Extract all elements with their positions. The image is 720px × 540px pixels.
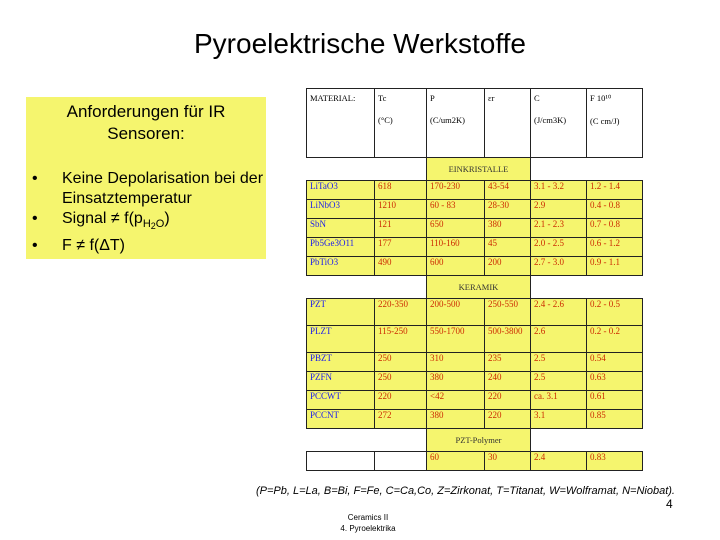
value-cell: 380 [427, 372, 485, 391]
column-header [531, 89, 587, 158]
value-cell: 250 [375, 372, 427, 391]
requirement-text-part: Signal ≠ f(p [62, 210, 143, 227]
section-row [307, 276, 643, 299]
value-cell: 272 [375, 410, 427, 429]
value-cell: 2.5 [531, 353, 587, 372]
value-cell: 600 [427, 257, 485, 276]
value-cell: 200-500 [427, 299, 485, 326]
table-row [307, 353, 643, 372]
empty-cell [307, 452, 375, 471]
value-cell: 220 [485, 410, 531, 429]
value-cell: 0.7 - 0.8 [587, 219, 643, 238]
value-cell: 240 [485, 372, 531, 391]
subscript: H [142, 218, 151, 230]
material-name-cell: PCCNT [307, 410, 375, 429]
value-cell: 45 [485, 238, 531, 257]
subscript: O [155, 218, 165, 230]
column-header-unit: (C cm/J) [590, 116, 620, 126]
value-cell: 380 [427, 410, 485, 429]
value-cell: 121 [375, 219, 427, 238]
value-cell: 0.6 - 1.2 [587, 238, 643, 257]
value-cell: 2.5 [531, 372, 587, 391]
value-cell: 380 [485, 219, 531, 238]
value-cell: 60 - 83 [427, 200, 485, 219]
value-cell: 490 [375, 257, 427, 276]
value-cell: 0.4 - 0.8 [587, 200, 643, 219]
value-cell: 310 [427, 353, 485, 372]
delta-symbol: Δ [99, 237, 110, 254]
value-cell: 0.54 [587, 353, 643, 372]
abbreviation-note: (P=Pb, L=La, B=Bi, F=Fe, C=Ca,Co, Z=Zirkonat, T=Titanat, W=Wolframat, N=Niobat). [256, 485, 675, 497]
value-cell: 2.4 - 2.6 [531, 299, 587, 326]
material-name-cell: PbTiO3 [307, 257, 375, 276]
course-label [320, 512, 416, 534]
material-table [306, 88, 643, 471]
requirement-text-part: ) [164, 210, 170, 227]
list-item [26, 209, 266, 236]
list-item [26, 169, 266, 209]
value-cell: 0.83 [587, 452, 643, 471]
value-cell: 2.4 [531, 452, 587, 471]
subscript: 2 [150, 221, 156, 231]
table-row [307, 372, 643, 391]
column-header-unit: (C/um2K) [430, 115, 465, 125]
value-cell: 60 [427, 452, 485, 471]
table-row [307, 200, 643, 219]
value-cell: 0.63 [587, 372, 643, 391]
column-header-name: Tc [378, 93, 387, 103]
value-cell: 500-3800 [485, 326, 531, 353]
value-cell: 250-550 [485, 299, 531, 326]
material-name-cell: SbN [307, 219, 375, 238]
requirement-text [62, 210, 170, 231]
page-number: 4 [666, 497, 673, 511]
table-row [307, 219, 643, 238]
value-cell: 170-230 [427, 181, 485, 200]
table-row [307, 391, 643, 410]
requirement-text [62, 237, 125, 254]
section-row [307, 158, 643, 181]
value-cell: 0.61 [587, 391, 643, 410]
value-cell: 0.2 - 0.5 [587, 299, 643, 326]
value-cell: 650 [427, 219, 485, 238]
column-header-unit: (J/cm3K) [534, 115, 567, 125]
table-row [307, 181, 643, 200]
column-header [307, 89, 375, 158]
value-cell: 2.0 - 2.5 [531, 238, 587, 257]
value-cell: 2.6 [531, 326, 587, 353]
value-cell: 3.1 [531, 410, 587, 429]
material-name-cell: Pb5Ge3O11 [307, 238, 375, 257]
value-cell: ca. 3.1 [531, 391, 587, 410]
requirement-text: Keine Depolarisation bei der Einsatztemperatur [62, 170, 264, 207]
value-cell: 220 [375, 391, 427, 410]
material-name-cell: PZFN [307, 372, 375, 391]
table-header-row [307, 89, 643, 158]
value-cell: 110-160 [427, 238, 485, 257]
value-cell: 177 [375, 238, 427, 257]
table-row [307, 410, 643, 429]
bullet-icon: • [32, 237, 38, 254]
requirements-heading: Anforderungen für IR Sensoren: [66, 102, 226, 143]
table-row [307, 452, 643, 471]
material-name-cell: PLZT [307, 326, 375, 353]
material-name-cell: LiNbO3 [307, 200, 375, 219]
column-header [375, 89, 427, 158]
course-chapter: 4. Pyroelektrika [340, 524, 396, 533]
section-label-single-crystals: EINKRISTALLE [427, 158, 531, 181]
value-cell: 115-250 [375, 326, 427, 353]
value-cell: 2.1 - 2.3 [531, 219, 587, 238]
column-header-name: εr [488, 93, 495, 103]
material-name-cell: LiTaO3 [307, 181, 375, 200]
value-cell: 550-1700 [427, 326, 485, 353]
value-cell: 1.2 - 1.4 [587, 181, 643, 200]
requirement-text-part: F ≠ f( [62, 237, 100, 254]
table-row [307, 257, 643, 276]
value-cell: 2.7 - 3.0 [531, 257, 587, 276]
value-cell: 250 [375, 353, 427, 372]
section-label-polymer: PZT-Polymer [427, 429, 531, 452]
value-cell: 235 [485, 353, 531, 372]
table-row [307, 299, 643, 326]
value-cell: 618 [375, 181, 427, 200]
column-header-name: C [534, 93, 540, 103]
value-cell: 28-30 [485, 200, 531, 219]
requirement-text-part: T) [109, 237, 126, 254]
value-cell: 2.9 [531, 200, 587, 219]
value-cell: 0.2 - 0.2 [587, 326, 643, 353]
page-title: Pyroelektrische Werkstoffe [194, 28, 526, 59]
column-header [485, 89, 531, 158]
bullet-icon: • [32, 170, 38, 187]
list-item [26, 236, 266, 256]
value-cell: 0.85 [587, 410, 643, 429]
table-row [307, 238, 643, 257]
empty-cell [375, 452, 427, 471]
table-row [307, 326, 643, 353]
value-cell: 30 [485, 452, 531, 471]
value-cell: 200 [485, 257, 531, 276]
column-header-name: F 10¹⁰ [590, 93, 612, 103]
value-cell: <42 [427, 391, 485, 410]
value-cell: 1210 [375, 200, 427, 219]
material-name-cell: PBZT [307, 353, 375, 372]
material-name-cell: PCCWT [307, 391, 375, 410]
requirements-box [26, 97, 266, 259]
course-name: Ceramics II [347, 513, 389, 522]
value-cell: 3.1 - 3.2 [531, 181, 587, 200]
column-header [587, 89, 643, 158]
value-cell: 220 [485, 391, 531, 410]
column-header [427, 89, 485, 158]
section-row [307, 429, 643, 452]
material-name-cell: PZT [307, 299, 375, 326]
bullet-icon: • [32, 210, 38, 227]
value-cell: 43-54 [485, 181, 531, 200]
column-header-name: MATERIAL: [310, 93, 356, 103]
value-cell: 220-350 [375, 299, 427, 326]
column-header-unit: (°C) [378, 115, 393, 125]
section-label-ceramics: KERAMIK [427, 276, 531, 299]
requirements-list [26, 169, 266, 256]
column-header-name: P [430, 93, 435, 103]
value-cell: 0.9 - 1.1 [587, 257, 643, 276]
